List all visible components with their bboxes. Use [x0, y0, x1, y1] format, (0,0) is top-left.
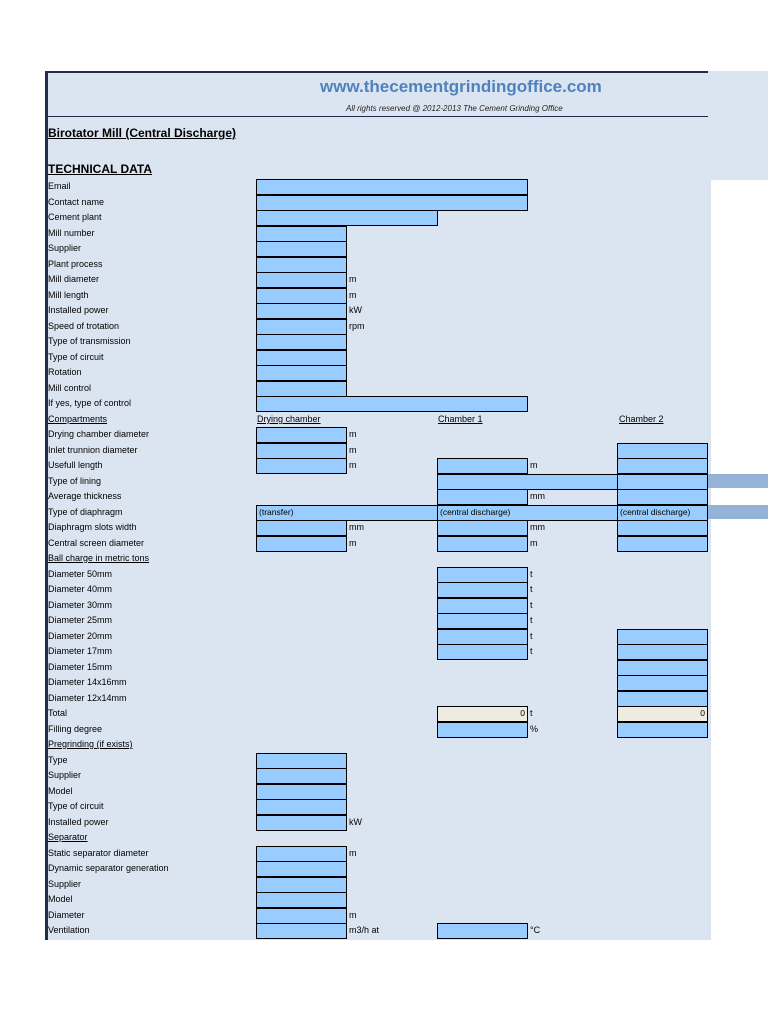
ventilation-flow-input[interactable] [256, 923, 347, 939]
ch2-d20-input[interactable] [617, 629, 708, 645]
label-pregrinding-circuit: Type of circuit [48, 801, 104, 811]
unit-drying-central-screen: m [349, 538, 357, 548]
dynamic-separator-generation-input[interactable] [256, 861, 347, 877]
label-pregrinding-model: Model [48, 786, 73, 796]
label-central-screen-diameter: Central screen diameter [48, 538, 145, 548]
pregrinding-supplier-input[interactable] [256, 768, 347, 784]
label-pregrinding: Pregrinding (if exists) [48, 739, 133, 749]
sheet-margin-extension [708, 71, 768, 180]
label-type-lining: Type of lining [48, 476, 102, 486]
unit-ventilation-flow: m3/h at [349, 925, 380, 935]
unit-ch1-average-thickness: mm [530, 491, 545, 501]
static-separator-diameter-input[interactable] [256, 846, 347, 862]
label-static-separator-diameter: Static separator diameter [48, 848, 149, 858]
unit-ch1-d25: t [530, 615, 533, 625]
label-separator-supplier: Supplier [48, 879, 82, 889]
document-title: Birotator Mill (Central Discharge) [48, 126, 237, 140]
ch2-total-value: 0 [617, 706, 708, 722]
speed-rotation-input[interactable] [256, 319, 347, 335]
ch1-d17-input[interactable] [437, 644, 528, 660]
ch1-d40-input[interactable] [437, 582, 528, 598]
label-diameter-25: Diameter 25mm [48, 615, 113, 625]
ch2-inlet-input[interactable] [617, 443, 708, 459]
ch1-average-thickness-input[interactable] [437, 489, 528, 505]
unit-mill-length: m [349, 290, 357, 300]
inlet-trunnion-diameter-input[interactable] [256, 443, 347, 459]
label-compartments: Compartments [48, 414, 108, 424]
label-diameter-30: Diameter 30mm [48, 600, 113, 610]
label-diameter-20: Diameter 20mm [48, 631, 113, 641]
supplier-input[interactable] [256, 241, 347, 257]
label-mill-control: Mill control [48, 383, 92, 393]
column-drying-chamber: Drying chamber [257, 414, 321, 424]
lining-row-band [708, 474, 768, 488]
label-filling-degree: Filling degree [48, 724, 103, 734]
unit-drying-slots-width: mm [349, 522, 364, 532]
label-diameter-14x16: Diameter 14x16mm [48, 677, 127, 687]
ch1-d25-input[interactable] [437, 613, 528, 629]
email-input[interactable] [256, 179, 528, 195]
ch2-d12x14-input[interactable] [617, 691, 708, 707]
type-circuit-input[interactable] [256, 350, 347, 366]
label-pregrinding-supplier: Supplier [48, 770, 82, 780]
label-supplier: Supplier [48, 243, 82, 253]
separator-model-input[interactable] [256, 892, 347, 908]
label-type-transmission: Type of transmission [48, 336, 131, 346]
installed-power-input[interactable] [256, 303, 347, 319]
unit-ch1-d50: t [530, 569, 533, 579]
pregrinding-model-input[interactable] [256, 784, 347, 800]
mill-length-input[interactable] [256, 288, 347, 304]
drying-usefull-length-input[interactable] [256, 458, 347, 474]
ch2-lining-input[interactable] [617, 474, 708, 490]
label-cement-plant: Cement plant [48, 212, 102, 222]
drying-chamber-diameter-input[interactable] [256, 427, 347, 443]
drying-slots-width-input[interactable] [256, 520, 347, 536]
label-ball-charge: Ball charge in metric tons [48, 553, 150, 563]
ch2-usefull-length-input[interactable] [617, 458, 708, 474]
column-chamber-2: Chamber 2 [619, 414, 664, 424]
unit-ch1-central-screen: m [530, 538, 538, 548]
unit-drying-chamber-diameter: m [349, 429, 357, 439]
label-type-control: If yes, type of control [48, 398, 132, 408]
unit-installed-power: kW [349, 305, 362, 315]
section-title: TECHNICAL DATA [48, 162, 152, 176]
unit-separator-diameter: m [349, 910, 357, 920]
label-email: Email [48, 181, 71, 191]
separator-diameter-input[interactable] [256, 908, 347, 924]
label-type-circuit: Type of circuit [48, 352, 104, 362]
type-control-input[interactable] [256, 396, 528, 412]
unit-ch1-d20: t [530, 631, 533, 641]
copyright-note: All rights reserved @ 2012-2013 The Cement Grinding Office [346, 104, 563, 113]
ch1-filling-degree-input[interactable] [437, 722, 528, 738]
ch1-d20-input[interactable] [437, 629, 528, 645]
top-border [48, 71, 708, 73]
unit-drying-usefull-length: m [349, 460, 357, 470]
plant-process-input[interactable] [256, 257, 347, 273]
mill-control-input[interactable] [256, 381, 347, 397]
label-total: Total [48, 708, 68, 718]
label-mill-diameter: Mill diameter [48, 274, 100, 284]
ch2-filling-degree-input[interactable] [617, 722, 708, 738]
label-mill-number: Mill number [48, 228, 95, 238]
label-contact-name: Contact name [48, 197, 105, 207]
mill-number-input[interactable] [256, 226, 347, 242]
unit-pregrinding-power: kW [349, 817, 362, 827]
column-chamber-1: Chamber 1 [438, 414, 483, 424]
label-dynamic-separator-generation: Dynamic separator generation [48, 863, 169, 873]
unit-ch1-total: t [530, 708, 533, 718]
ch1-diaphragm-input[interactable]: (central discharge) [437, 505, 618, 521]
ch2-d14x16-input[interactable] [617, 675, 708, 691]
label-pregrinding-type: Type [48, 755, 68, 765]
ch1-d30-input[interactable] [437, 598, 528, 614]
label-diameter-12x14: Diameter 12x14mm [48, 693, 127, 703]
site-url[interactable]: www.thecementgrindingoffice.com [320, 77, 602, 96]
unit-ch1-d17: t [530, 646, 533, 656]
unit-ventilation-temperature: °C [530, 925, 541, 935]
unit-ch1-slots-width: mm [530, 522, 545, 532]
ch1-central-screen-input[interactable] [437, 536, 528, 552]
label-installed-power: Installed power [48, 305, 109, 315]
label-diaphragm-slots-width: Diaphragm slots width [48, 522, 137, 532]
label-ventilation: Ventilation [48, 925, 90, 935]
label-rotation: Rotation [48, 367, 82, 377]
unit-ch1-usefull-length: m [530, 460, 538, 470]
ch1-d50-input[interactable] [437, 567, 528, 583]
ch2-diaphragm-input[interactable]: (central discharge) [617, 505, 708, 521]
ventilation-temperature-input[interactable] [437, 923, 528, 939]
unit-ch1-filling-degree: % [530, 724, 539, 734]
cement-plant-input[interactable] [256, 210, 438, 226]
label-diameter-40: Diameter 40mm [48, 584, 113, 594]
unit-static-separator-diameter: m [349, 848, 357, 858]
ch1-total-value: 0 [437, 706, 528, 722]
separator-supplier-input[interactable] [256, 877, 347, 893]
unit-inlet-trunnion-diameter: m [349, 445, 357, 455]
label-inlet-trunnion-diameter: Inlet trunnion diameter [48, 445, 138, 455]
ch2-d17-input[interactable] [617, 644, 708, 660]
label-mill-length: Mill length [48, 290, 89, 300]
label-plant-process: Plant process [48, 259, 103, 269]
contact-name-input[interactable] [256, 195, 528, 211]
ch2-slots-width-input[interactable] [617, 520, 708, 536]
diaphragm-row-band [708, 505, 768, 519]
drying-diaphragm-input[interactable]: (transfer) [256, 505, 438, 521]
header-divider [48, 116, 708, 117]
rotation-input[interactable] [256, 365, 347, 381]
label-drying-chamber-diameter: Drying chamber diameter [48, 429, 150, 439]
unit-ch1-d30: t [530, 600, 533, 610]
label-diameter-17: Diameter 17mm [48, 646, 113, 656]
ch2-central-screen-input[interactable] [617, 536, 708, 552]
label-usefull-length: Usefull length [48, 460, 103, 470]
label-separator-diameter: Diameter [48, 910, 85, 920]
ch1-usefull-length-input[interactable] [437, 458, 528, 474]
pregrinding-type-input[interactable] [256, 753, 347, 769]
ch2-average-thickness-input[interactable] [617, 489, 708, 505]
label-speed-rotation: Speed of trotation [48, 321, 120, 331]
ch1-slots-width-input[interactable] [437, 520, 528, 536]
unit-mill-diameter: m [349, 274, 357, 284]
label-diameter-15: Diameter 15mm [48, 662, 113, 672]
label-separator-model: Model [48, 894, 73, 904]
type-transmission-input[interactable] [256, 334, 347, 350]
label-separator: Separator [48, 832, 88, 842]
ch1-lining-input[interactable] [437, 474, 618, 490]
ch2-d15-input[interactable] [617, 660, 708, 676]
mill-diameter-input[interactable] [256, 272, 347, 288]
pregrinding-circuit-input[interactable] [256, 799, 347, 815]
pregrinding-power-input[interactable] [256, 815, 347, 831]
unit-ch1-d40: t [530, 584, 533, 594]
label-diameter-50: Diameter 50mm [48, 569, 113, 579]
drying-central-screen-input[interactable] [256, 536, 347, 552]
label-pregrinding-power: Installed power [48, 817, 109, 827]
label-average-thickness: Average thickness [48, 491, 122, 501]
label-type-diaphragm: Type of diaphragm [48, 507, 123, 517]
unit-speed-rotation: rpm [349, 321, 365, 331]
